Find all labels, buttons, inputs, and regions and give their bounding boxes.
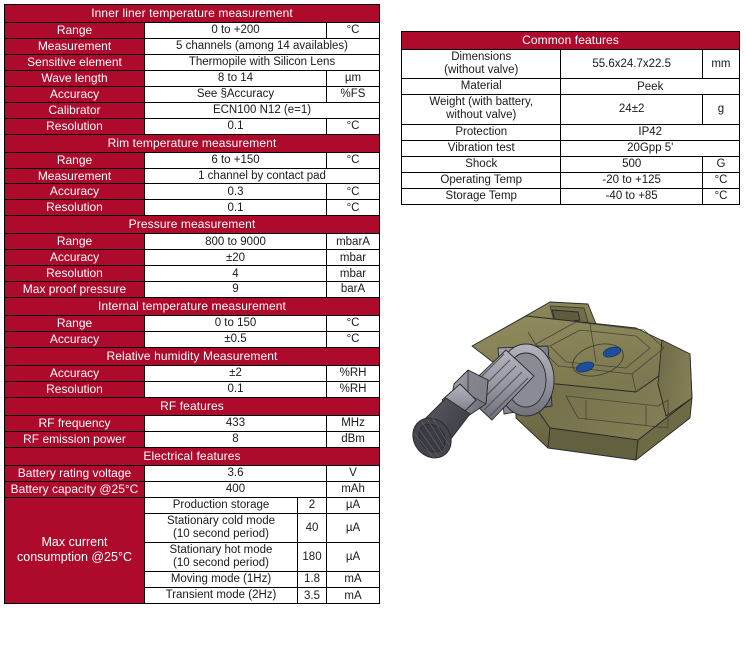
table-row xyxy=(5,200,380,216)
row-label: Range xyxy=(5,152,145,168)
section-title: Internal temperature measurement xyxy=(5,298,380,316)
row-unit: °C xyxy=(327,152,380,168)
row-value: ±0.5 xyxy=(145,332,327,348)
row-unit: °C xyxy=(327,184,380,200)
mode-label: Stationary hot mode (10 second period) xyxy=(145,542,298,571)
common-features-table-body xyxy=(402,32,740,205)
common-features-title: Common features xyxy=(402,32,740,50)
row-unit: °C xyxy=(327,332,380,348)
table-row xyxy=(5,54,380,70)
section-header-row xyxy=(5,447,380,465)
section-header-row xyxy=(5,216,380,234)
row-unit: %RH xyxy=(327,365,380,381)
row-label: Wave length xyxy=(5,70,145,86)
mode-label: Moving mode (1Hz) xyxy=(145,572,298,588)
left-table-body xyxy=(5,5,380,604)
row-value: See §Accuracy xyxy=(145,86,327,102)
table-row xyxy=(402,140,740,156)
row-value: ±2 xyxy=(145,365,327,381)
row-unit: mm xyxy=(702,49,739,78)
table-row xyxy=(5,431,380,447)
row-unit: V xyxy=(327,465,380,481)
mode-unit: mA xyxy=(327,572,380,588)
row-unit: %FS xyxy=(327,86,380,102)
row-label: Storage Temp xyxy=(402,188,561,204)
row-unit: %RH xyxy=(327,381,380,397)
row-value: 0.1 xyxy=(145,118,327,134)
mode-value: 1.8 xyxy=(298,572,327,588)
table-row xyxy=(5,86,380,102)
row-label: Resolution xyxy=(5,200,145,216)
current-consumption-label: Max current consumption @25°C xyxy=(5,497,145,604)
row-label: Range xyxy=(5,22,145,38)
row-value: 24±2 xyxy=(561,95,702,124)
table-row xyxy=(5,118,380,134)
common-features-header-row xyxy=(402,32,740,50)
row-unit: mbar xyxy=(327,250,380,266)
row-unit: G xyxy=(702,156,739,172)
row-label: Battery capacity @25°C xyxy=(5,481,145,497)
table-row xyxy=(5,316,380,332)
row-value: IP42 xyxy=(561,124,740,140)
row-value: Peek xyxy=(561,79,740,95)
row-label: Vibration test xyxy=(402,140,561,156)
row-label: Measurement xyxy=(5,38,145,54)
table-row xyxy=(402,156,740,172)
row-unit: °C xyxy=(327,22,380,38)
table-row xyxy=(5,415,380,431)
table-row xyxy=(5,381,380,397)
row-value: 9 xyxy=(145,282,327,298)
row-value: 8 to 14 xyxy=(145,70,327,86)
table-row xyxy=(402,95,740,124)
row-value: 20Gpp 5' xyxy=(561,140,740,156)
row-label: Accuracy xyxy=(5,184,145,200)
row-unit: °C xyxy=(327,200,380,216)
row-label: RF emission power xyxy=(5,431,145,447)
row-value: 8 xyxy=(145,431,327,447)
row-value: 400 xyxy=(145,481,327,497)
section-header-row xyxy=(5,397,380,415)
mode-label: Production storage xyxy=(145,497,298,513)
table-row xyxy=(5,365,380,381)
row-unit: g xyxy=(702,95,739,124)
row-label: Protection xyxy=(402,124,561,140)
table-row xyxy=(5,22,380,38)
row-label: Accuracy xyxy=(5,250,145,266)
row-value: 433 xyxy=(145,415,327,431)
row-label: Sensitive element xyxy=(5,54,145,70)
section-title: Inner liner temperature measurement xyxy=(5,5,380,23)
table-row xyxy=(402,172,740,188)
row-value: -40 to +85 xyxy=(561,188,702,204)
row-label: RF frequency xyxy=(5,415,145,431)
table-row xyxy=(5,152,380,168)
valve-cap xyxy=(405,398,470,466)
row-unit: MHz xyxy=(327,415,380,431)
row-unit: barA xyxy=(327,282,380,298)
row-value: 0 to +200 xyxy=(145,22,327,38)
row-unit: mAh xyxy=(327,481,380,497)
table-row xyxy=(5,70,380,86)
row-value: ECN100 N12 (e=1) xyxy=(145,102,380,118)
row-value: 0.1 xyxy=(145,200,327,216)
row-label: Resolution xyxy=(5,266,145,282)
row-value: ±20 xyxy=(145,250,327,266)
row-unit: °C xyxy=(327,316,380,332)
mode-unit: µA xyxy=(327,497,380,513)
row-unit: dBm xyxy=(327,431,380,447)
row-unit: °C xyxy=(702,188,739,204)
mode-value: 40 xyxy=(298,513,327,542)
table-row xyxy=(402,188,740,204)
section-header-row xyxy=(5,298,380,316)
row-label: Shock xyxy=(402,156,561,172)
section-title: RF features xyxy=(5,397,380,415)
mode-unit: mA xyxy=(327,588,380,604)
row-label: Measurement xyxy=(5,168,145,184)
common-features-table-container xyxy=(401,31,740,205)
section-header-row xyxy=(5,348,380,366)
mode-unit: µA xyxy=(327,542,380,571)
mode-value: 3.5 xyxy=(298,588,327,604)
row-value: 55.6x24.7x22.5 xyxy=(561,49,702,78)
table-row xyxy=(5,481,380,497)
row-label: Range xyxy=(5,234,145,250)
row-label: Material xyxy=(402,79,561,95)
section-title: Electrical features xyxy=(5,447,380,465)
row-unit: µm xyxy=(327,70,380,86)
mode-label: Transient mode (2Hz) xyxy=(145,588,298,604)
row-value: 800 to 9000 xyxy=(145,234,327,250)
row-label: Operating Temp xyxy=(402,172,561,188)
row-value: 4 xyxy=(145,266,327,282)
row-label: Calibrator xyxy=(5,102,145,118)
row-unit: °C xyxy=(327,118,380,134)
mode-value: 180 xyxy=(298,542,327,571)
row-label: Dimensions (without valve) xyxy=(402,49,561,78)
row-label: Accuracy xyxy=(5,365,145,381)
tpms-sensor-illustration xyxy=(400,288,745,513)
table-row xyxy=(5,38,380,54)
row-label: Accuracy xyxy=(5,86,145,102)
left-specification-table xyxy=(4,4,380,604)
row-value: 3.6 xyxy=(145,465,327,481)
section-header-row xyxy=(5,5,380,23)
table-row xyxy=(402,79,740,95)
common-features-table xyxy=(401,31,740,205)
section-title: Relative humidity Measurement xyxy=(5,348,380,366)
row-label: Range xyxy=(5,316,145,332)
section-title: Pressure measurement xyxy=(5,216,380,234)
row-value: -20 to +125 xyxy=(561,172,702,188)
row-value: Thermopile with Silicon Lens xyxy=(145,54,380,70)
table-row xyxy=(5,234,380,250)
row-value: 1 channel by contact pad xyxy=(145,168,380,184)
row-unit: mbarA xyxy=(327,234,380,250)
row-label: Max proof pressure xyxy=(5,282,145,298)
table-row xyxy=(5,168,380,184)
section-header-row xyxy=(5,134,380,152)
row-unit: mbar xyxy=(327,266,380,282)
row-value: 0 to 150 xyxy=(145,316,327,332)
table-row xyxy=(5,266,380,282)
table-row xyxy=(5,184,380,200)
row-label: Accuracy xyxy=(5,332,145,348)
table-row xyxy=(5,250,380,266)
row-value: 6 to +150 xyxy=(145,152,327,168)
mode-unit: µA xyxy=(327,513,380,542)
table-row xyxy=(402,124,740,140)
row-label: Weight (with battery, without valve) xyxy=(402,95,561,124)
sensor-geometry xyxy=(405,302,692,466)
row-value: 5 channels (among 14 availables) xyxy=(145,38,380,54)
row-label: Resolution xyxy=(5,381,145,397)
table-row xyxy=(5,465,380,481)
row-value: 0.3 xyxy=(145,184,327,200)
mode-value: 2 xyxy=(298,497,327,513)
mode-label: Stationary cold mode (10 second period) xyxy=(145,513,298,542)
table-row xyxy=(5,282,380,298)
row-label: Battery rating voltage xyxy=(5,465,145,481)
table-row xyxy=(5,332,380,348)
row-value: 0.1 xyxy=(145,381,327,397)
product-render-figure xyxy=(400,288,745,513)
section-title: Rim temperature measurement xyxy=(5,134,380,152)
table-row xyxy=(5,497,380,513)
table-row xyxy=(402,49,740,78)
row-value: 500 xyxy=(561,156,702,172)
row-label: Resolution xyxy=(5,118,145,134)
left-specification-table-container xyxy=(4,4,370,604)
row-unit: °C xyxy=(702,172,739,188)
table-row xyxy=(5,102,380,118)
